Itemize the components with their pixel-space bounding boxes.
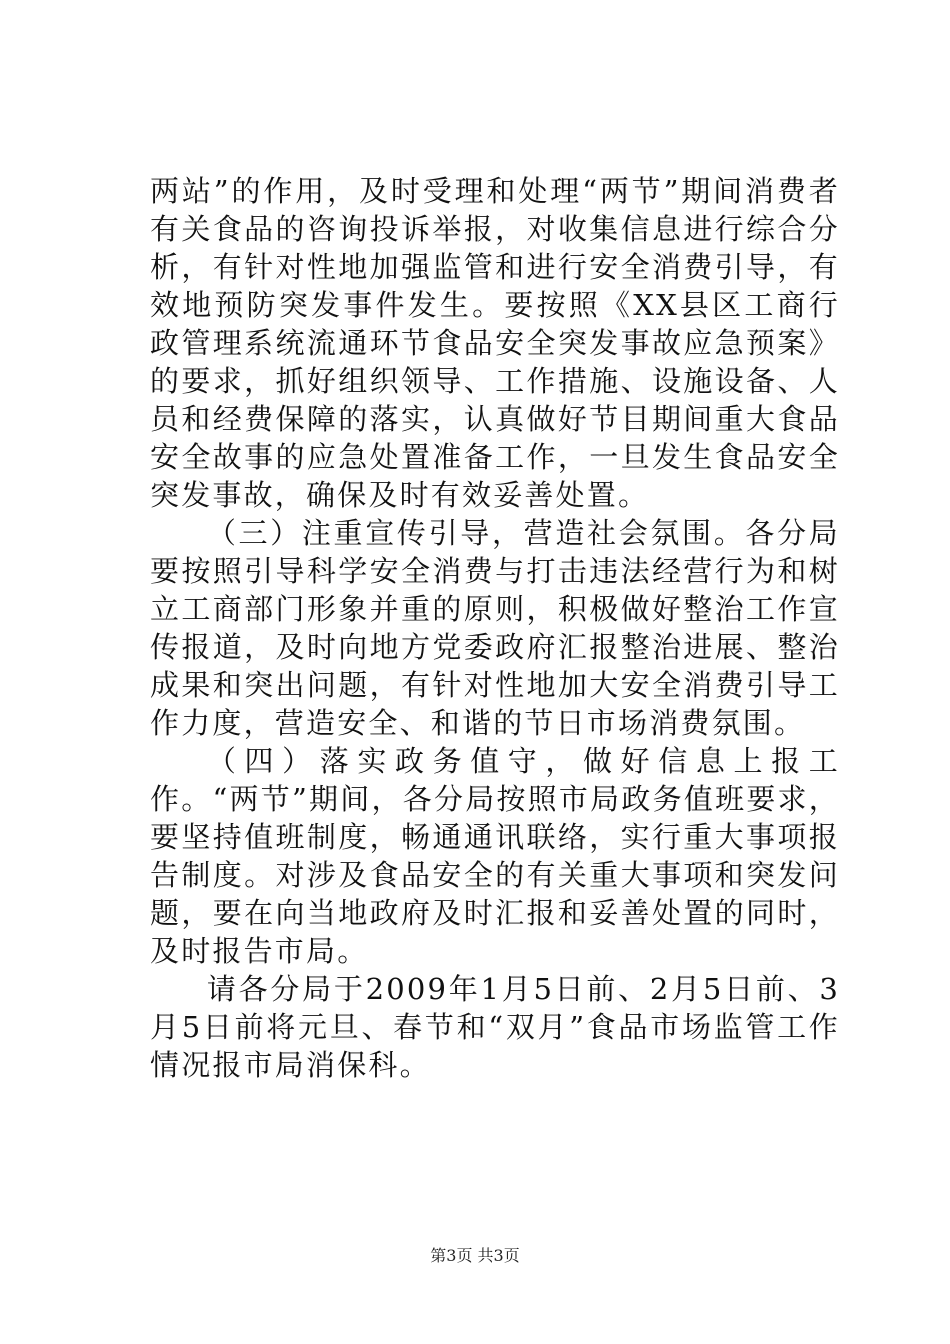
paragraph-duty-reporting: （四）落实政务值守，做好信息上报工作。“两节”期间，各分局按照市局政务值班要求，要坚持值班制度，畅通通讯联络，实行重大事项报告制度。对涉及食品安全的有关重大事项和突发问题，要在向当地政府及时汇报和妥善处置的同时，及时报告市局。 xyxy=(150,744,840,968)
document-body xyxy=(150,172,840,1084)
paragraph-publicity-guidance: （三）注重宣传引导，营造社会氛围。各分局要按照引导科学安全消费与打击违法经营行为和树立工商部门形象并重的原则，积极做好整治工作宣传报道，及时向地方党委政府汇报整治进展、整治成果和突出问题，有针对性地加大安全消费引导工作力度，营造安全、和谐的节日市场消费氛围。 xyxy=(150,516,840,740)
page-number-footer: 第3页 共3页 xyxy=(430,1246,520,1265)
paragraph-report-deadline: 请各分局于2009年1月5日前、2月5日前、3月5日前将元旦、春节和“双月”食品市场监管工作情况报市局消保科。 xyxy=(150,972,840,1082)
paragraph-continuation: 两站”的作用，及时受理和处理“两节”期间消费者有关食品的咨询投诉举报，对收集信息进行综合分析，有针对性地加强监管和进行安全消费引导，有效地预防突发事件发生。要按照《XX县区工商行政管理系统流通环节食品安全突发事故应急预案》的要求，抓好组织领导、工作措施、设施设备、人员和经费保障的落实，认真做好节目期间重大食品安全故事的应急处置准备工作，一旦发生食品安全突发事故，确保及时有效妥善处置。 xyxy=(150,174,840,512)
